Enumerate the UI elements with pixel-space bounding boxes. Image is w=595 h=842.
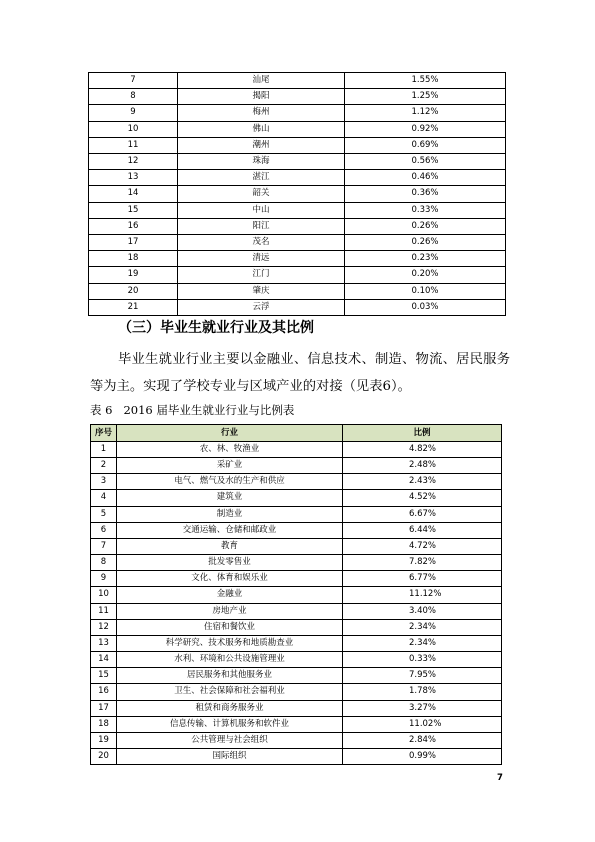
cell-city: 中山: [178, 202, 345, 218]
cell-industry: 科学研究、技术服务和地质勘查业: [117, 635, 343, 651]
industry-table-header: [91, 425, 502, 442]
cell-no: 15: [91, 668, 117, 684]
cell-no: 18: [91, 716, 117, 732]
cell-ratio: 0.92%: [345, 121, 506, 137]
cell-no: 10: [89, 121, 178, 137]
table-row: [89, 235, 506, 251]
cell-industry: 交通运输、仓储和邮政业: [117, 522, 343, 538]
cell-city: 湛江: [178, 170, 345, 186]
cell-city: 江门: [178, 267, 345, 283]
cell-industry: 制造业: [117, 506, 343, 522]
cell-industry: 国际组织: [117, 748, 343, 764]
cell-ratio: 1.12%: [345, 105, 506, 121]
table-row: [89, 89, 506, 105]
table-row: [91, 474, 502, 490]
cell-no: 18: [89, 251, 178, 267]
cell-no: 17: [91, 700, 117, 716]
table-row: [91, 506, 502, 522]
header-row: [91, 425, 502, 442]
cell-no: 13: [91, 635, 117, 651]
table-row: [89, 251, 506, 267]
cell-city: 茂名: [178, 235, 345, 251]
cell-ratio: 0.23%: [345, 251, 506, 267]
cell-city: 清远: [178, 251, 345, 267]
header-no: 序号: [91, 425, 117, 442]
cell-industry: 电气、燃气及水的生产和供应: [117, 474, 343, 490]
header-industry: 行业: [117, 425, 343, 442]
cell-industry: 住宿和餐饮业: [117, 619, 343, 635]
table-row: [89, 299, 506, 315]
cell-ratio: 3.40%: [343, 603, 502, 619]
table-row: [91, 652, 502, 668]
cell-city: 佛山: [178, 121, 345, 137]
cell-no: 8: [91, 555, 117, 571]
cell-industry: 居民服务和其他服务业: [117, 668, 343, 684]
cell-ratio: 6.44%: [343, 522, 502, 538]
cell-ratio: 0.99%: [343, 748, 502, 764]
table-row: [91, 442, 502, 458]
cell-ratio: 0.10%: [345, 283, 506, 299]
cell-industry: 教育: [117, 538, 343, 554]
cell-industry: 文化、体育和娱乐业: [117, 571, 343, 587]
cell-industry: 农、林、牧渔业: [117, 442, 343, 458]
table-row: [91, 538, 502, 554]
cell-ratio: 2.84%: [343, 732, 502, 748]
cell-city: 阳江: [178, 218, 345, 234]
header-ratio: 比例: [343, 425, 502, 442]
page-number: 7: [497, 773, 503, 783]
cell-no: 5: [91, 506, 117, 522]
cell-ratio: 2.34%: [343, 619, 502, 635]
cell-ratio: 4.82%: [343, 442, 502, 458]
cell-industry: 房地产业: [117, 603, 343, 619]
city-ratio-table-body: [89, 73, 506, 316]
cell-no: 20: [91, 748, 117, 764]
cell-industry: 采矿业: [117, 458, 343, 474]
cell-ratio: 0.69%: [345, 137, 506, 153]
cell-no: 17: [89, 235, 178, 251]
cell-no: 7: [91, 538, 117, 554]
table-row: [91, 700, 502, 716]
cell-no: 19: [89, 267, 178, 283]
cell-no: 6: [91, 522, 117, 538]
table-row: [89, 218, 506, 234]
cell-city: 揭阳: [178, 89, 345, 105]
table-row: [89, 283, 506, 299]
cell-no: 20: [89, 283, 178, 299]
cell-ratio: 2.43%: [343, 474, 502, 490]
table-row: [91, 587, 502, 603]
cell-industry: 信息传输、计算机服务和软件业: [117, 716, 343, 732]
cell-ratio: 1.78%: [343, 684, 502, 700]
cell-no: 9: [91, 571, 117, 587]
table-row: [91, 668, 502, 684]
table-row: [89, 267, 506, 283]
cell-ratio: 4.52%: [343, 490, 502, 506]
cell-industry: 金融业: [117, 587, 343, 603]
table-row: [89, 170, 506, 186]
table-row: [89, 202, 506, 218]
cell-industry: 水利、环境和公共设施管理业: [117, 652, 343, 668]
section-heading: （三）毕业生就业行业及其比例: [118, 320, 314, 336]
cell-ratio: 1.25%: [345, 89, 506, 105]
cell-industry: 卫生、社会保障和社会福利业: [117, 684, 343, 700]
table-row: [91, 555, 502, 571]
cell-city: 肇庆: [178, 283, 345, 299]
cell-industry: 批发零售业: [117, 555, 343, 571]
cell-no: 14: [89, 186, 178, 202]
cell-no: 7: [89, 73, 178, 89]
cell-ratio: 0.36%: [345, 186, 506, 202]
cell-no: 11: [89, 137, 178, 153]
table-row: [89, 137, 506, 153]
table-row: [91, 732, 502, 748]
table-row: [89, 154, 506, 170]
cell-no: 15: [89, 202, 178, 218]
cell-ratio: 0.56%: [345, 154, 506, 170]
cell-city: 韶关: [178, 186, 345, 202]
section-paragraph: 毕业生就业行业主要以金融业、信息技术、制造、物流、居民服务等为主。实现了学校专业与区域产业的对接（见表6）。: [90, 352, 510, 394]
cell-ratio: 0.46%: [345, 170, 506, 186]
cell-no: 13: [89, 170, 178, 186]
table-row: [91, 716, 502, 732]
cell-no: 10: [91, 587, 117, 603]
industry-table-body: [91, 442, 502, 765]
cell-city: 珠海: [178, 154, 345, 170]
cell-ratio: 1.55%: [345, 73, 506, 89]
cell-no: 11: [91, 603, 117, 619]
cell-no: 16: [89, 218, 178, 234]
cell-no: 19: [91, 732, 117, 748]
table-row: [89, 73, 506, 89]
cell-industry: 公共管理与社会组织: [117, 732, 343, 748]
table-row: [91, 684, 502, 700]
cell-no: 16: [91, 684, 117, 700]
cell-no: 8: [89, 89, 178, 105]
cell-ratio: 7.82%: [343, 555, 502, 571]
cell-ratio: 2.48%: [343, 458, 502, 474]
cell-industry: 建筑业: [117, 490, 343, 506]
cell-ratio: 11.12%: [343, 587, 502, 603]
cell-ratio: 6.67%: [343, 506, 502, 522]
cell-city: 梅州: [178, 105, 345, 121]
cell-ratio: 0.33%: [343, 652, 502, 668]
table-row: [89, 186, 506, 202]
cell-ratio: 0.03%: [345, 299, 506, 315]
cell-no: 21: [89, 299, 178, 315]
cell-ratio: 11.02%: [343, 716, 502, 732]
table-row: [91, 522, 502, 538]
table-row: [89, 105, 506, 121]
cell-city: 潮州: [178, 137, 345, 153]
cell-ratio: 0.20%: [345, 267, 506, 283]
cell-industry: 租赁和商务服务业: [117, 700, 343, 716]
cell-ratio: 7.95%: [343, 668, 502, 684]
cell-no: 2: [91, 458, 117, 474]
cell-ratio: 2.34%: [343, 635, 502, 651]
table-row: [91, 458, 502, 474]
cell-ratio: 0.33%: [345, 202, 506, 218]
industry-ratio-table: [90, 424, 502, 765]
cell-no: 12: [89, 154, 178, 170]
cell-no: 9: [89, 105, 178, 121]
cell-no: 14: [91, 652, 117, 668]
cell-no: 4: [91, 490, 117, 506]
cell-city: 云浮: [178, 299, 345, 315]
table-caption: 表 6 2016 届毕业生就业行业与比例表: [90, 403, 295, 417]
cell-no: 3: [91, 474, 117, 490]
cell-ratio: 6.77%: [343, 571, 502, 587]
cell-no: 1: [91, 442, 117, 458]
cell-ratio: 0.26%: [345, 235, 506, 251]
cell-ratio: 3.27%: [343, 700, 502, 716]
cell-ratio: 4.72%: [343, 538, 502, 554]
table-row: [91, 571, 502, 587]
city-ratio-table: [88, 72, 506, 316]
cell-no: 12: [91, 619, 117, 635]
table-row: [91, 748, 502, 764]
table-row: [91, 603, 502, 619]
table-row: [91, 635, 502, 651]
table-row: [91, 490, 502, 506]
table-row: [91, 619, 502, 635]
cell-city: 汕尾: [178, 73, 345, 89]
cell-ratio: 0.26%: [345, 218, 506, 234]
table-row: [89, 121, 506, 137]
